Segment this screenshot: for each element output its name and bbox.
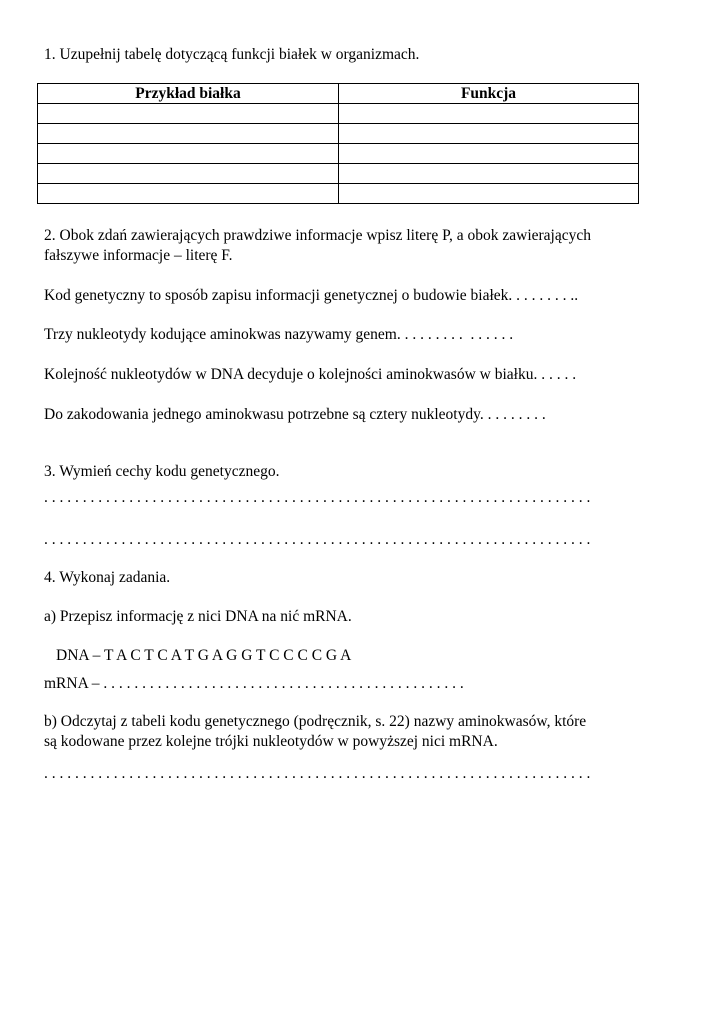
task3-answer-line-2[interactable]: . . . . . . . . . . . . . . . . . . . . . . . . . . . . . . . . . . . . . . . . . . . . . . . . . . . . . . . . . . . . . . . . . . . . . . . bbox=[44, 531, 591, 548]
table-cell-function[interactable] bbox=[339, 144, 639, 164]
task4a-heading: a) Przepisz informację z nici DNA na nić mRNA. bbox=[44, 608, 352, 625]
table-cell-function[interactable] bbox=[339, 124, 639, 144]
column-header-function: Funkcja bbox=[339, 84, 639, 104]
table-cell-function[interactable] bbox=[339, 164, 639, 184]
table-row bbox=[38, 144, 639, 164]
table-row bbox=[38, 124, 639, 144]
statement-2: Trzy nukleotydy kodujące aminokwas nazywamy genem. . . . . . . . . . . . . . . bbox=[44, 326, 514, 343]
statement-3: Kolejność nukleotydów w DNA decyduje o kolejności aminokwasów w białku. . . . . . bbox=[44, 366, 577, 383]
table-row bbox=[38, 184, 639, 204]
protein-function-table bbox=[37, 83, 639, 204]
mrna-answer-line[interactable]: mRNA – . . . . . . . . . . . . . . . . . . . . . . . . . . . . . . . . . . . . . . . . . . . . . . . bbox=[44, 675, 464, 692]
table-cell-function[interactable] bbox=[339, 184, 639, 204]
table-cell-function[interactable] bbox=[339, 104, 639, 124]
task4-heading: 4. Wykonaj zadania. bbox=[44, 569, 171, 586]
dna-sequence: DNA – T A C T C A T G A G G T C C C C G A bbox=[56, 647, 352, 664]
table-cell-protein[interactable] bbox=[38, 124, 339, 144]
task3-heading: 3. Wymień cechy kodu genetycznego. bbox=[44, 463, 280, 480]
table-cell-protein[interactable] bbox=[38, 184, 339, 204]
task4b-heading-line1: b) Odczytaj z tabeli kodu genetycznego (podręcznik, s. 22) nazwy aminokwasów, które bbox=[44, 713, 587, 730]
task1-heading: 1. Uzupełnij tabelę dotyczącą funkcji białek w organizmach. bbox=[44, 46, 420, 63]
table-row bbox=[38, 164, 639, 184]
table-cell-protein[interactable] bbox=[38, 164, 339, 184]
table-header-row bbox=[38, 84, 639, 104]
table-cell-protein[interactable] bbox=[38, 104, 339, 124]
task2-heading-line2: fałszywe informacje – literę F. bbox=[44, 247, 233, 264]
task4b-answer-line[interactable]: . . . . . . . . . . . . . . . . . . . . . . . . . . . . . . . . . . . . . . . . . . . . . . . . . . . . . . . . . . . . . . . . . . . . . . . bbox=[44, 765, 591, 782]
task3-answer-line-1[interactable]: . . . . . . . . . . . . . . . . . . . . . . . . . . . . . . . . . . . . . . . . . . . . . . . . . . . . . . . . . . . . . . . . . . . . . . . bbox=[44, 489, 591, 506]
column-header-protein-example: Przykład białka bbox=[38, 84, 339, 104]
statement-4: Do zakodowania jednego aminokwasu potrzebne są cztery nukleotydy. . . . . . . . . bbox=[44, 406, 546, 423]
task2-heading-line1: 2. Obok zdań zawierających prawdziwe informacje wpisz literę P, a obok zawierających bbox=[44, 227, 591, 244]
statement-1: Kod genetyczny to sposób zapisu informacji genetycznej o budowie białek. . . . . . . . .. bbox=[44, 287, 579, 304]
table-cell-protein[interactable] bbox=[38, 144, 339, 164]
table-row bbox=[38, 104, 639, 124]
task4b-heading-line2: są kodowane przez kolejne trójki nukleotydów w powyższej nici mRNA. bbox=[44, 733, 498, 750]
